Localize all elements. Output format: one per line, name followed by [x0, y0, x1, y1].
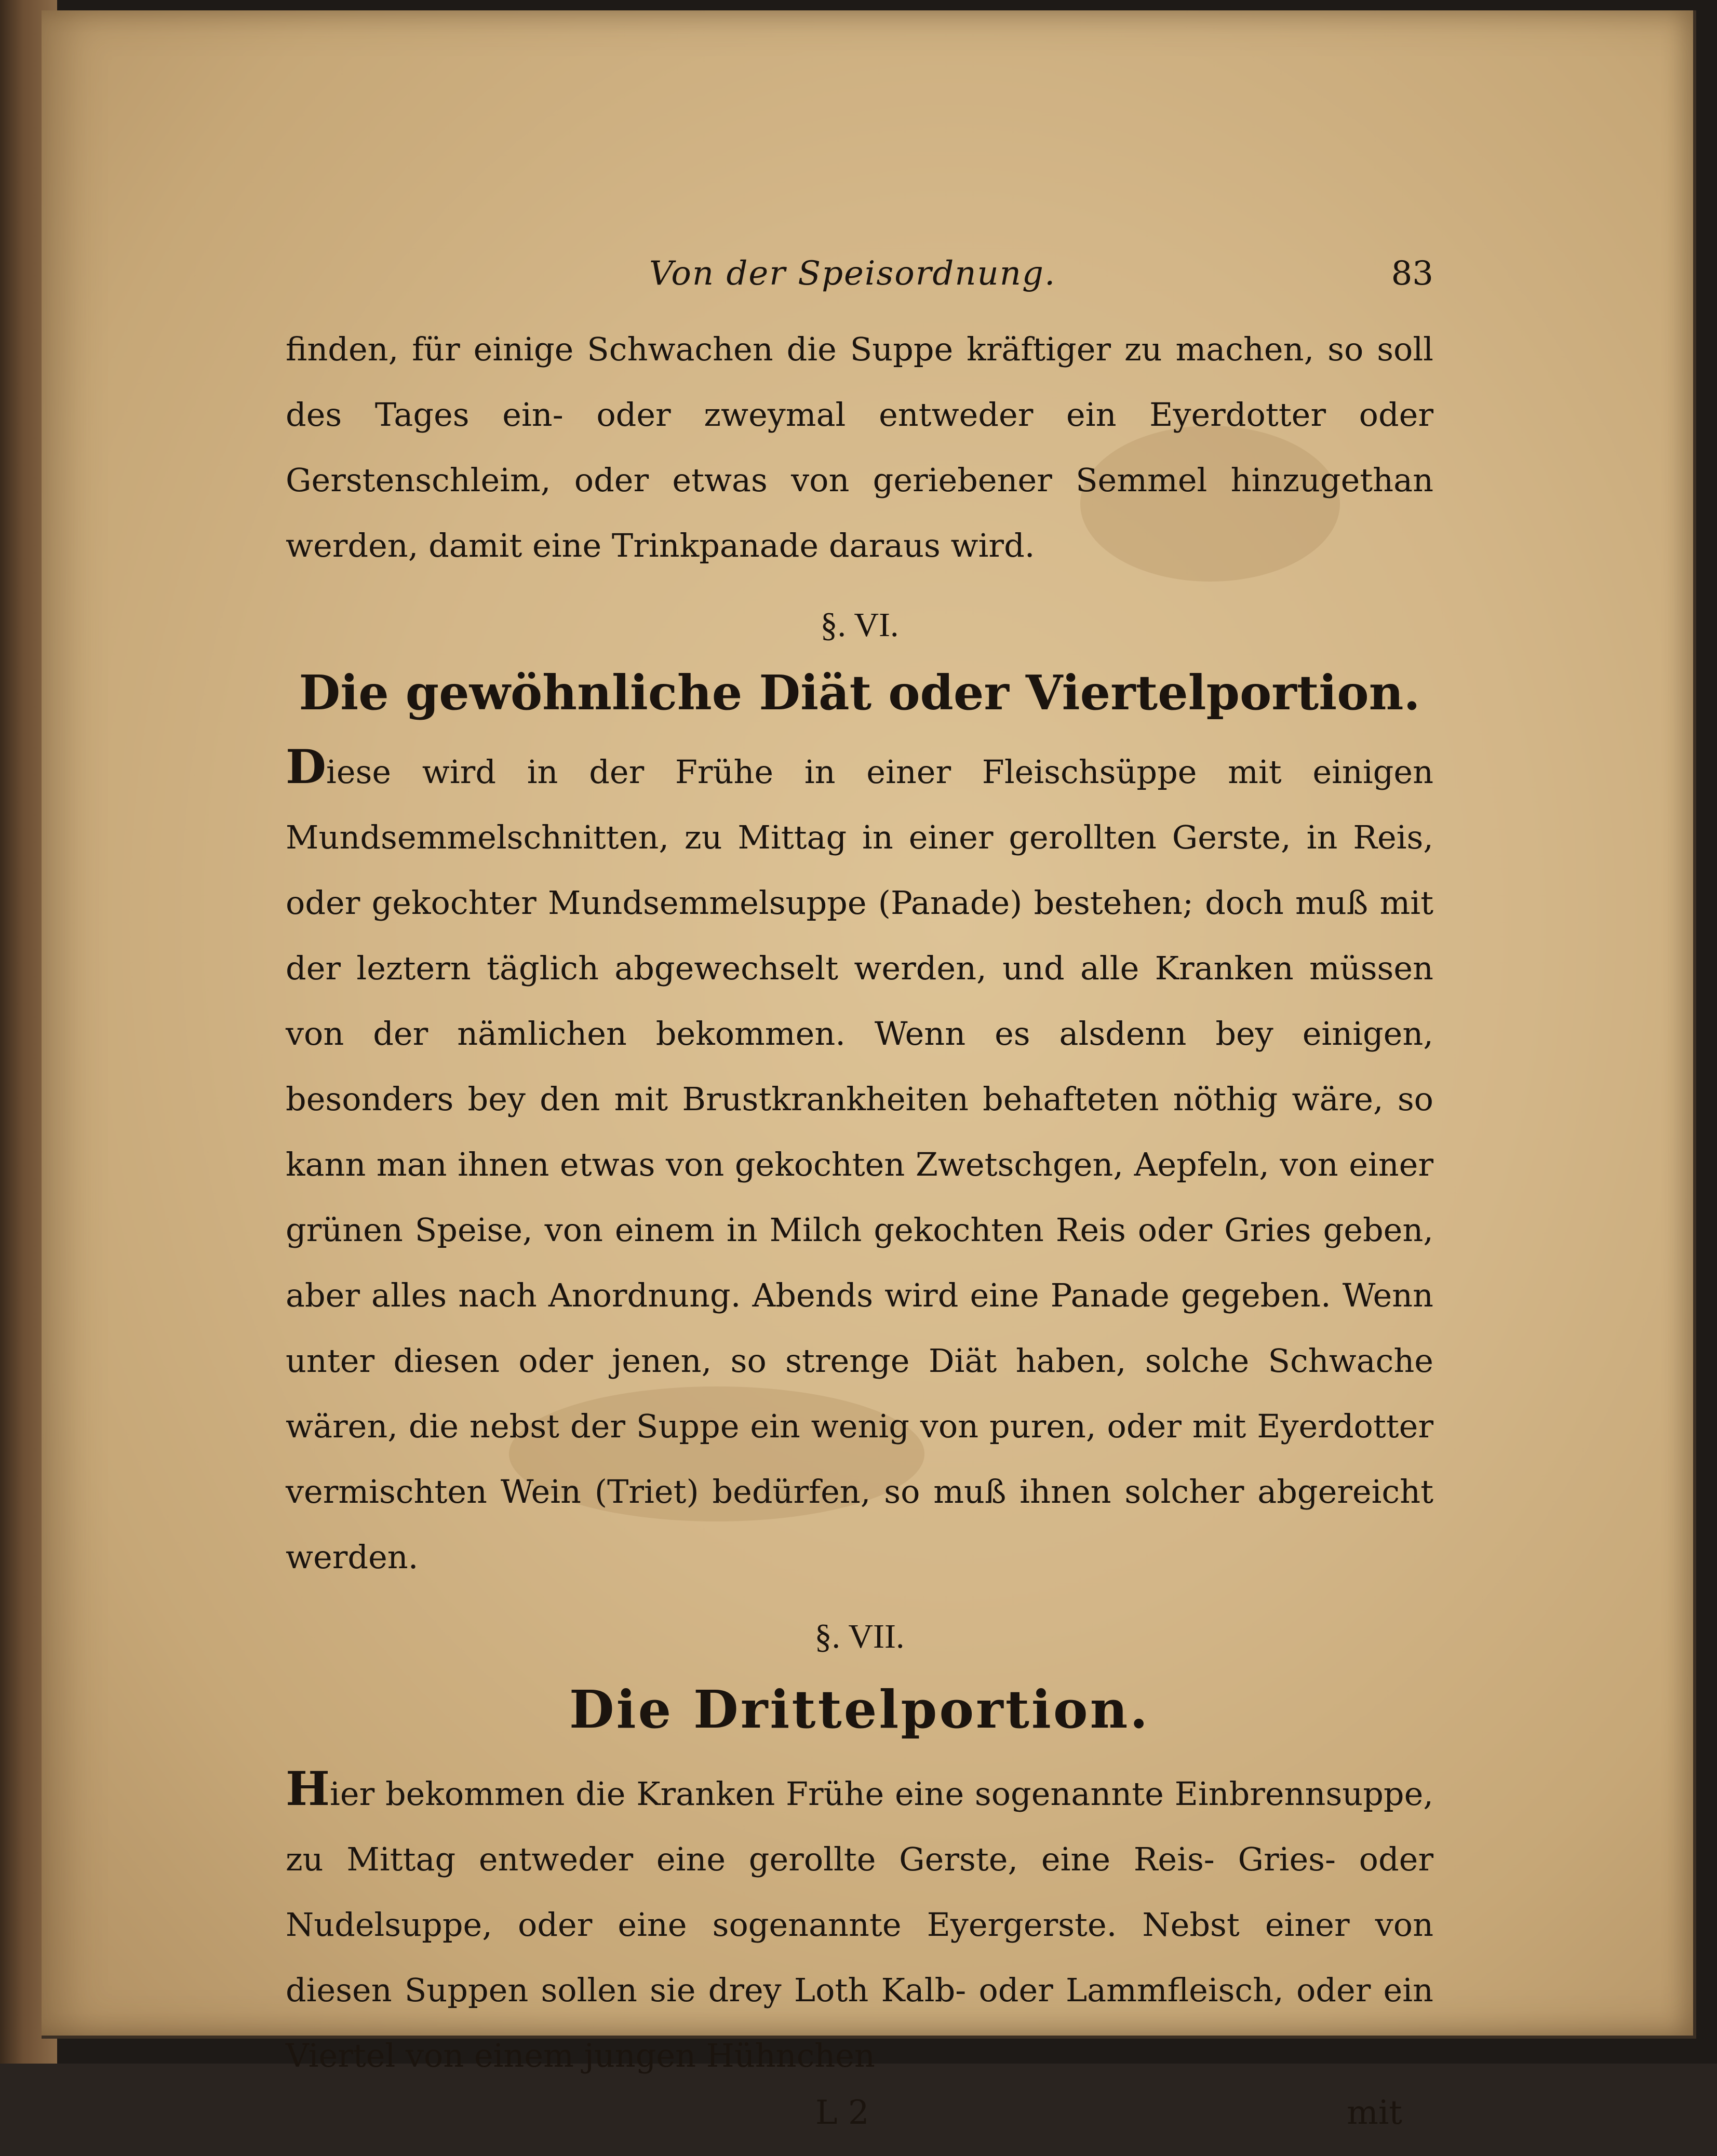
page-footer	[286, 2094, 1433, 2156]
catchword: mit	[1347, 2094, 1402, 2132]
section-mark-vii: §. VII.	[814, 1618, 905, 1655]
signature-mark: L 2	[815, 2094, 869, 2132]
book-page	[42, 10, 1696, 2132]
paragraph-section-vii	[286, 1756, 1433, 2088]
paragraph-continuation: finden, für einige Schwachen die Suppe kräftiger zu machen, so soll des Tages ein- oder zweymal entweder ein Eyerdotter oder Gerstenschleim, oder etwas von geriebener Semmel hinzugethan werden, damit eine Trinkpanade daraus wird.	[286, 330, 1433, 564]
running-head	[286, 254, 1433, 317]
paragraph-body: ier bekommen die Kranken Frühe eine sogenannte Einbrennsuppe, zu Mittag entweder eine gerollte Gerste, eine Reis- Gries- oder Nudelsuppe, oder eine sogenannte Eyergerste. Nebst einer von diesen Suppen sollen sie drey Loth Kalb- oder Lammfleisch, oder ein Viertel von einem jungen Hühnchen	[286, 1775, 1433, 2074]
running-head-title: Von der Speisordnung.	[649, 254, 1056, 293]
section-mark-vi: §. VI.	[820, 606, 899, 644]
initial-letter: D	[286, 739, 327, 794]
section-heading-vi: Die gewöhnliche Diät oder Viertelportion.	[299, 665, 1420, 721]
initial-letter: H	[286, 1761, 330, 1816]
paragraph-section-vi	[286, 734, 1433, 1590]
text-block	[286, 254, 1433, 2156]
page-number: 83	[1391, 254, 1433, 293]
paragraph-body: iese wird in der Frühe in einer Fleischsüppe mit einigen Mundsemmelschnitten, zu Mittag in einer gerollten Gerste, in Reis, oder gekochter Mundsemmelsuppe (Panade) bestehen; doch muß mit der leztern täglich abgewechselt werden, und alle Kranken müssen von der nämlichen bekommen. Wenn es alsdenn bey einigen, besonders bey den mit Brustkrankheiten behafteten nöthig wäre, so kann man ihnen etwas von gekochten Zwetschgen, Aepfeln, von einer grünen Speise, von einem in Milch gekochten Reis oder Gries geben, aber alles nach Anordnung. Abends wird eine Panade gegeben. Wenn unter diesen oder jenen, so strenge Diät haben, solche Schwache wären, die nebst der Suppe ein wenig von puren, oder mit Eyerdotter vermischten Wein (Triet) bedürfen, so muß ihnen solcher abgereicht werden.	[286, 753, 1433, 1576]
section-heading-vii: Die Drittelportion.	[569, 1679, 1150, 1740]
